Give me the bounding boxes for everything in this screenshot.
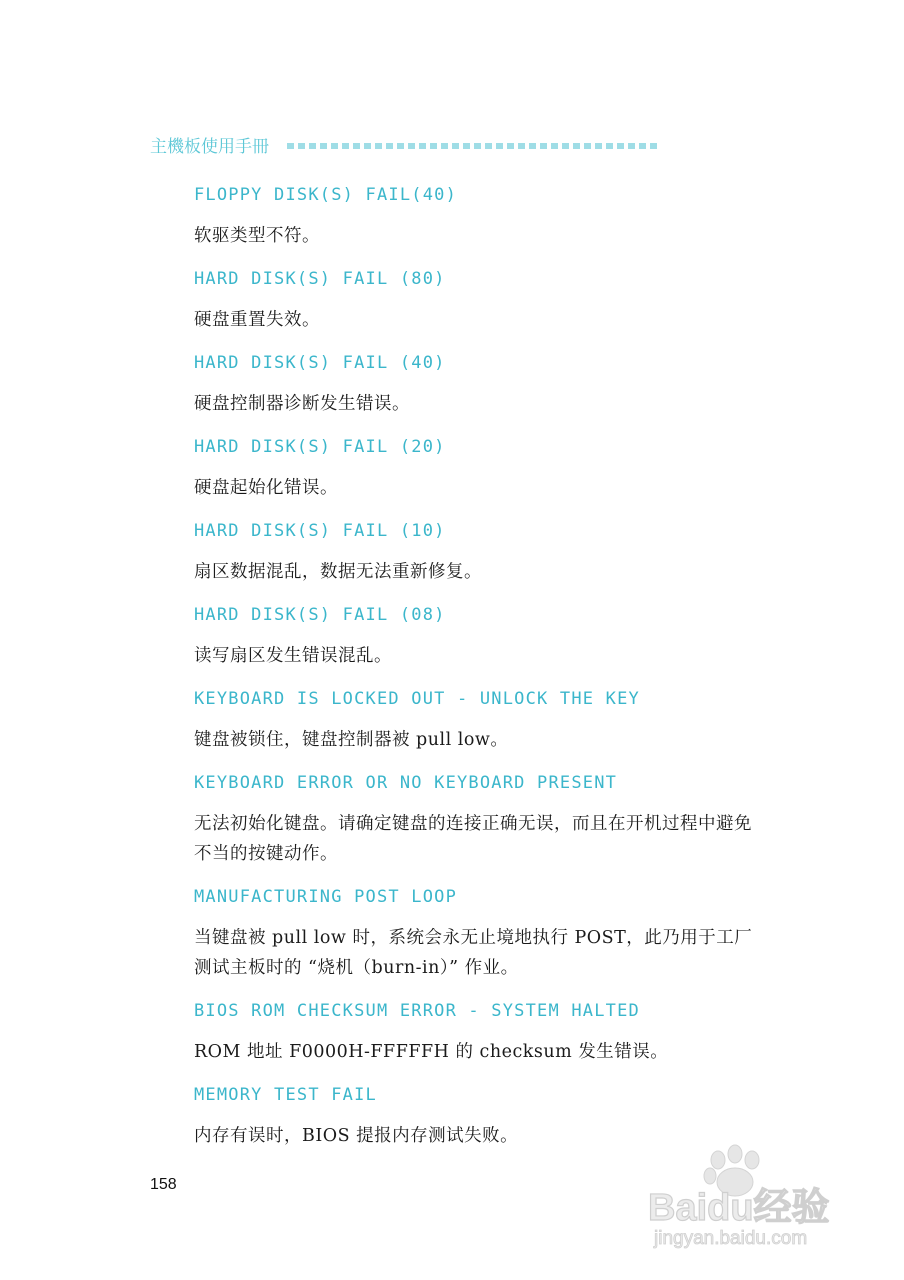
header-dot xyxy=(518,143,525,149)
header-dot xyxy=(573,143,580,149)
header-dot xyxy=(551,143,558,149)
error-description: ROM 地址 F0000H-FFFFFH 的 checksum 发生错误。 xyxy=(194,1042,669,1062)
header-dot xyxy=(529,143,536,149)
header-dot xyxy=(430,143,437,149)
error-code-heading: HARD DISK(S) FAIL (40) xyxy=(194,353,446,373)
header-dot xyxy=(408,143,415,149)
header-dot xyxy=(397,143,404,149)
header-dot xyxy=(342,143,349,149)
error-code-heading: HARD DISK(S) FAIL (80) xyxy=(194,269,446,289)
error-description: 硬盘重置失效。 xyxy=(194,310,320,330)
error-description: 读写扇区发生错误混乱。 xyxy=(194,646,392,666)
header-dot xyxy=(386,143,393,149)
running-header xyxy=(150,131,657,157)
header-dot xyxy=(628,143,635,149)
error-code-heading: HARD DISK(S) FAIL (20) xyxy=(194,437,446,457)
header-dot xyxy=(485,143,492,149)
error-description: 软驱类型不符。 xyxy=(194,226,320,246)
error-code-heading: BIOS ROM CHECKSUM ERROR - SYSTEM HALTED xyxy=(194,1001,640,1021)
header-dot xyxy=(364,143,371,149)
header-dot xyxy=(320,143,327,149)
header-dot xyxy=(287,143,294,149)
error-description: 硬盘控制器诊断发生错误。 xyxy=(194,394,410,414)
error-code-heading: FLOPPY DISK(S) FAIL(40) xyxy=(194,185,458,205)
error-description: 硬盘起始化错误。 xyxy=(194,478,338,498)
header-dot xyxy=(540,143,547,149)
header-dot xyxy=(419,143,426,149)
error-code-heading: MEMORY TEST FAIL xyxy=(194,1085,377,1105)
header-dot xyxy=(331,143,338,149)
header-dot xyxy=(617,143,624,149)
error-code-heading: HARD DISK(S) FAIL (10) xyxy=(194,521,446,541)
baidu-watermark xyxy=(640,1140,860,1250)
error-code-heading: HARD DISK(S) FAIL (08) xyxy=(194,605,446,625)
header-dot-rule xyxy=(287,143,657,149)
header-dot xyxy=(463,143,470,149)
watermark-brand: Baidu经验 xyxy=(648,1187,830,1229)
watermark-url: jingyan.baidu.com xyxy=(654,1228,808,1249)
header-dot xyxy=(375,143,382,149)
header-dot xyxy=(639,143,646,149)
header-dot xyxy=(650,143,657,149)
header-dot xyxy=(441,143,448,149)
header-dot xyxy=(474,143,481,149)
error-message-list xyxy=(194,183,754,1167)
header-dot xyxy=(496,143,503,149)
header-title: 主機板使用手冊 xyxy=(150,136,269,157)
header-dot xyxy=(562,143,569,149)
error-description: 内存有误时，BIOS 提报内存测试失败。 xyxy=(194,1126,519,1146)
header-dot xyxy=(584,143,591,149)
error-description: 扇区数据混乱，数据无法重新修复。 xyxy=(194,562,482,582)
header-dot xyxy=(595,143,602,149)
error-description: 当键盘被 pull low 时，系统会永无止境地执行 POST，此乃用于工厂测试主板时的 “烧机（burn-in）” 作业。 xyxy=(194,928,753,978)
header-dot xyxy=(309,143,316,149)
error-code-heading: MANUFACTURING POST LOOP xyxy=(194,887,458,907)
error-description: 键盘被锁住，键盘控制器被 pull low。 xyxy=(194,730,509,750)
header-dot xyxy=(353,143,360,149)
header-dot xyxy=(507,143,514,149)
header-dot xyxy=(298,143,305,149)
header-dot xyxy=(452,143,459,149)
error-code-heading: KEYBOARD ERROR OR NO KEYBOARD PRESENT xyxy=(194,773,618,793)
page-number: 158 xyxy=(150,1176,177,1193)
error-code-heading: KEYBOARD IS LOCKED OUT - UNLOCK THE KEY xyxy=(194,689,640,709)
error-description: 无法初始化键盘。请确定键盘的连接正确无误，而且在开机过程中避免不当的按键动作。 xyxy=(194,814,752,864)
header-dot xyxy=(606,143,613,149)
